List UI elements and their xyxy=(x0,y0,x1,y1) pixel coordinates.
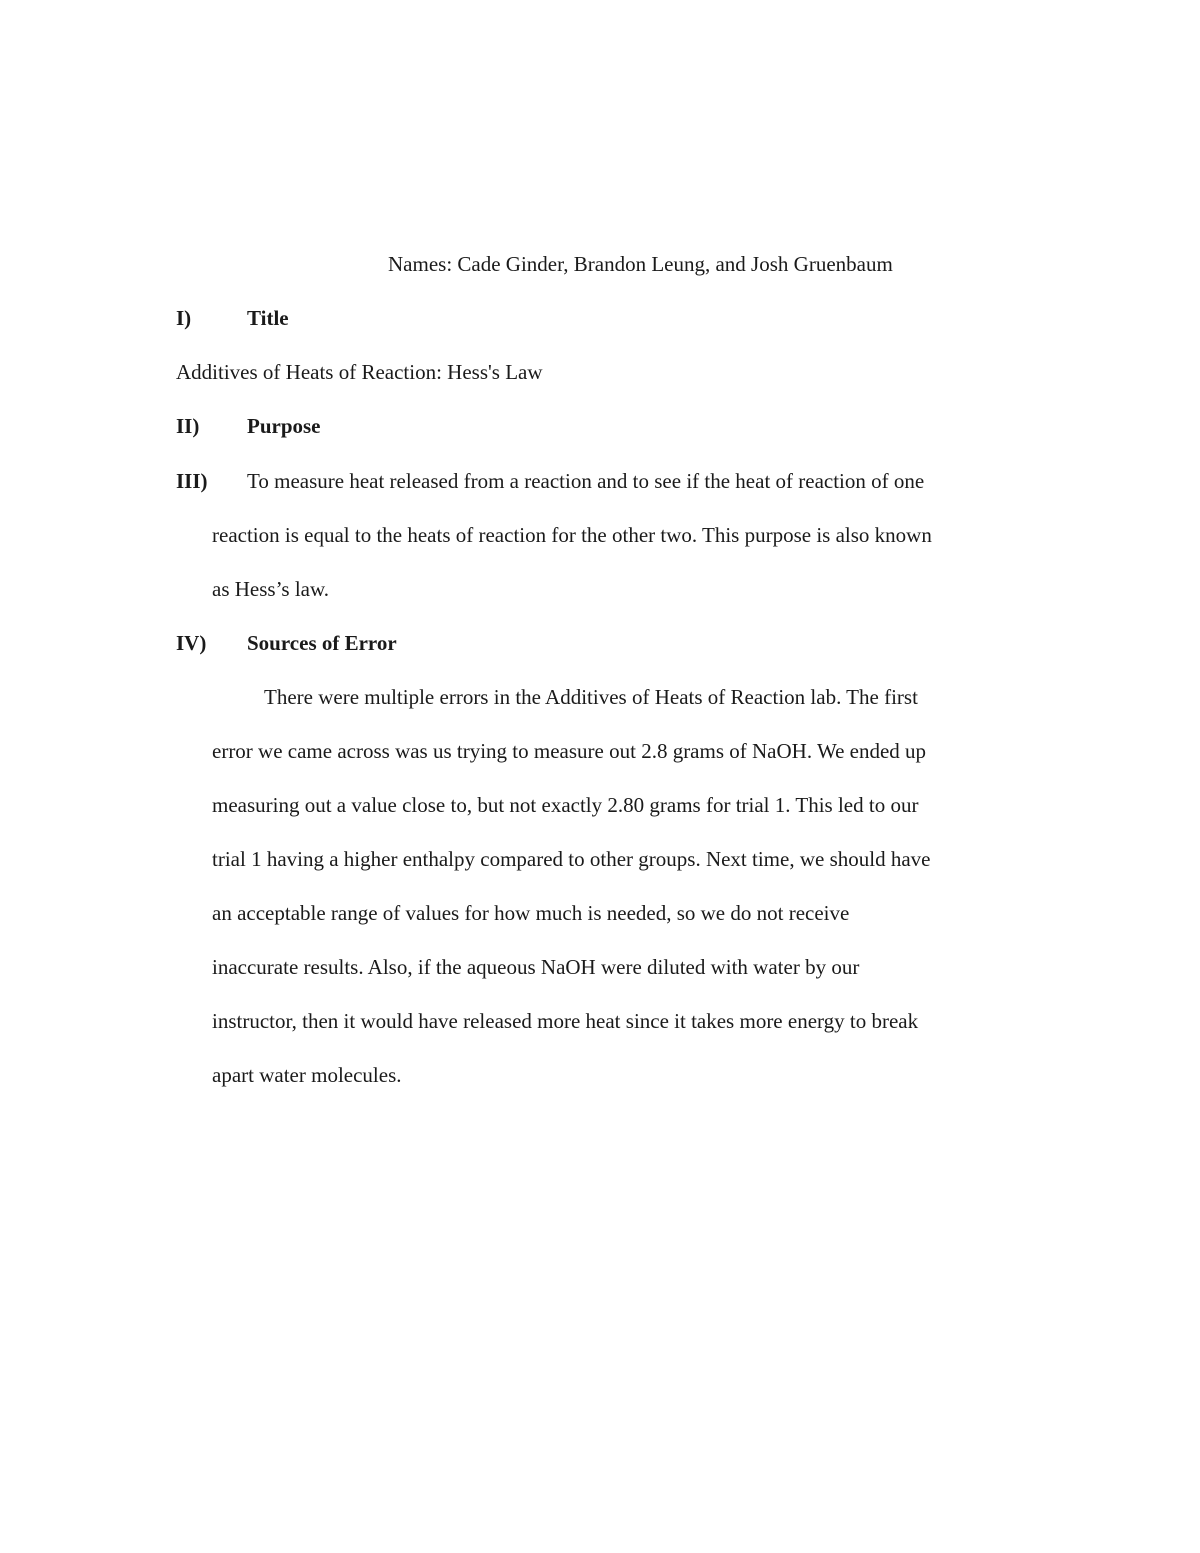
purpose-line-3: as Hess’s law. xyxy=(212,577,330,601)
purpose-line-2: reaction is equal to the heats of reaction for the other two. This purpose is also known xyxy=(212,523,932,547)
section-number-title: I) xyxy=(176,306,192,330)
errors-line: There were multiple errors in the Additives of Heats of Reaction lab. The first xyxy=(264,685,918,709)
errors-line: trial 1 having a higher enthalpy compared to other groups. Next time, we should have xyxy=(212,847,931,871)
section-number-errors: IV) xyxy=(176,631,207,655)
errors-line: instructor, then it would have released more heat since it takes more energy to break xyxy=(212,1009,919,1033)
errors-line: an acceptable range of values for how much is needed, so we do not receive xyxy=(212,901,850,925)
errors-line: apart water molecules. xyxy=(212,1063,402,1087)
errors-line: inaccurate results. Also, if the aqueous NaOH were diluted with water by our xyxy=(212,955,860,979)
errors-paragraph xyxy=(212,685,1032,1117)
purpose-line-1: To measure heat released from a reaction and to see if the heat of reaction of one xyxy=(247,469,925,493)
section-heading-title: Title xyxy=(247,306,289,330)
errors-line: error we came across was us trying to measure out 2.8 grams of NaOH. We ended up xyxy=(212,739,927,763)
lab-title-text: Additives of Heats of Reaction: Hess's Law xyxy=(176,360,543,384)
section-heading-purpose: Purpose xyxy=(247,414,321,438)
section-heading-errors: Sources of Error xyxy=(247,631,397,655)
author-names: Names: Cade Ginder, Brandon Leung, and Josh Gruenbaum xyxy=(388,252,893,276)
errors-line: measuring out a value close to, but not exactly 2.80 grams for trial 1. This led to our xyxy=(212,793,919,817)
section-number-purpose-text: III) xyxy=(176,469,208,493)
section-number-purpose: II) xyxy=(176,414,200,438)
